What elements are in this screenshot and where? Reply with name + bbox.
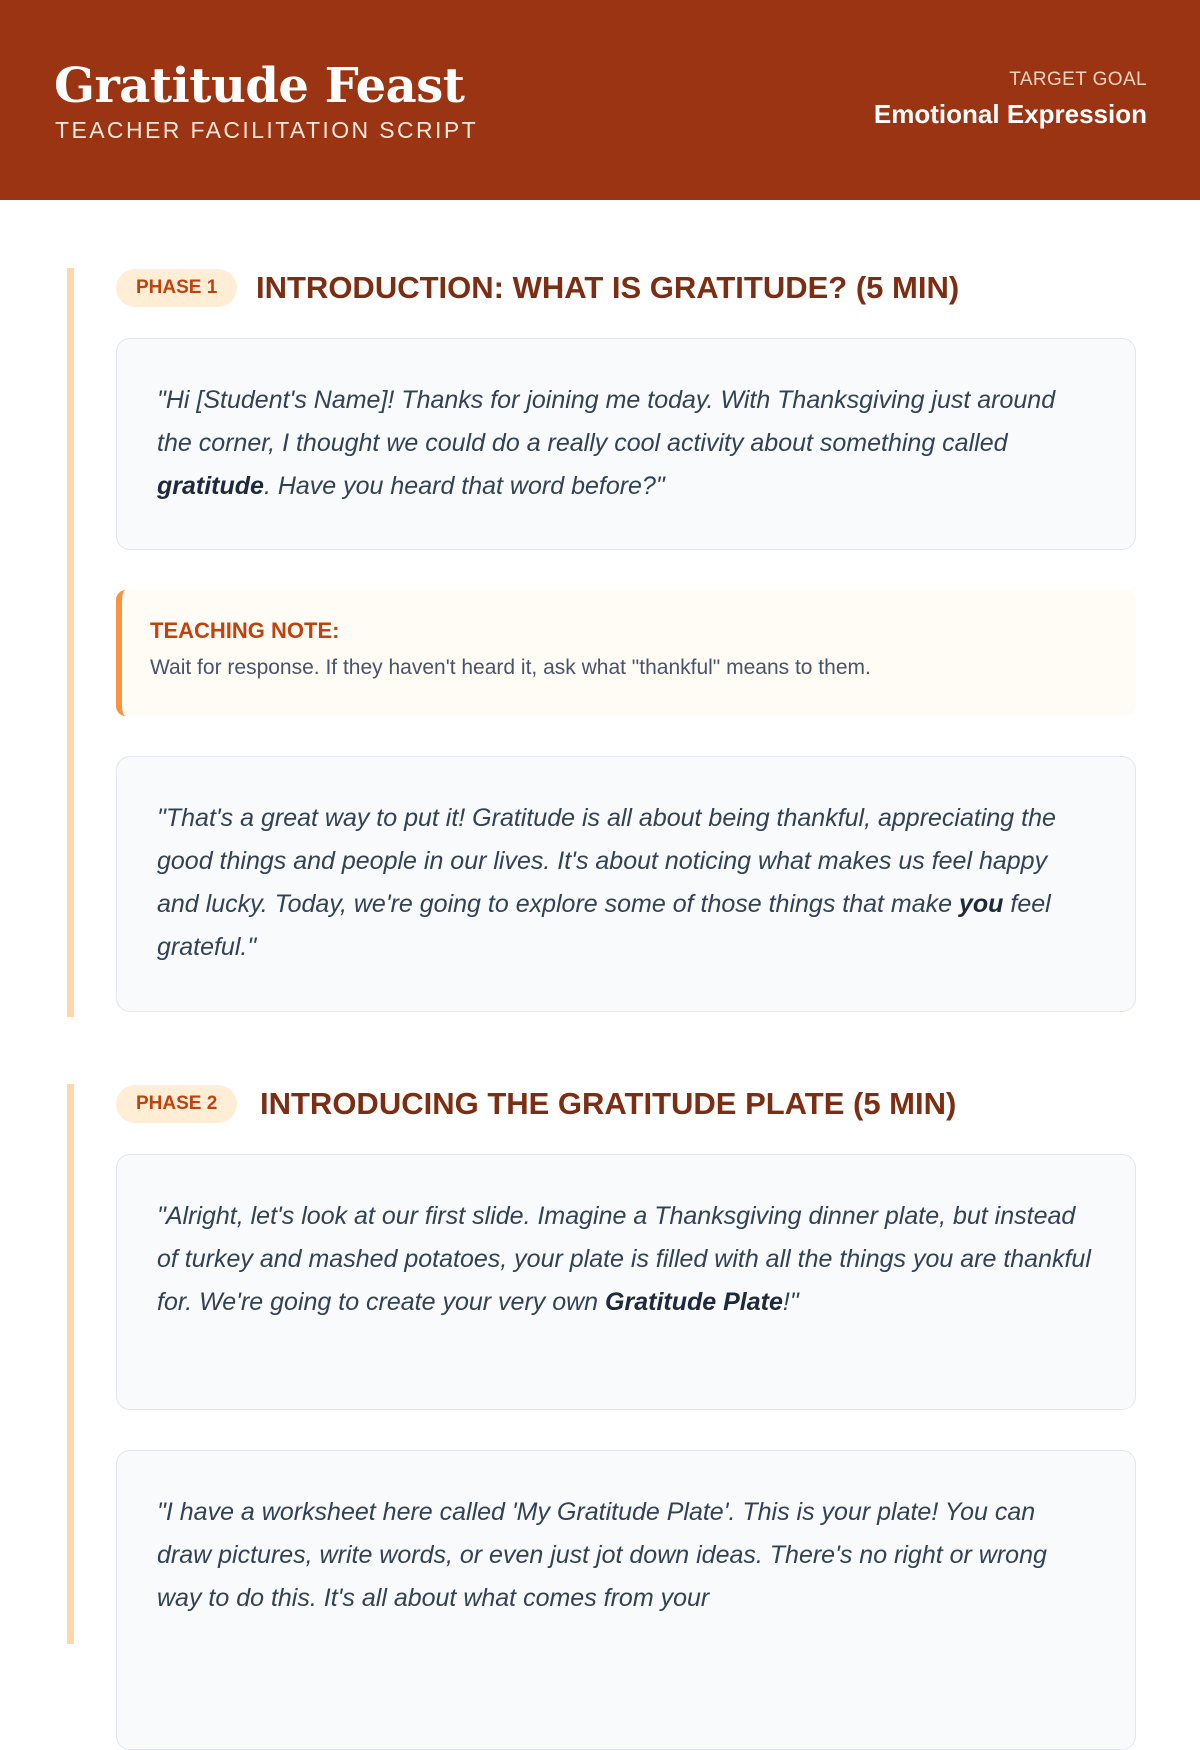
phase-1-teaching-note [116, 590, 1136, 716]
page-title: Gratitude Feast [54, 58, 465, 114]
phase-1-header [116, 268, 1133, 308]
phase-2-badge: PHASE 2 [116, 1085, 237, 1123]
script-emphasis: Gratitude Plate [605, 1288, 783, 1316]
script-text: "Alright, let's look at our first slide. Imagine a Thanksgiving dinner plate, but instead of turkey and mashed potatoes, your plate is filled with all the things you are thankful for. We're going to create your very own Gratitude Plate!" [157, 1202, 1091, 1316]
phase-1-title: INTRODUCTION: WHAT IS GRATITUDE? (5 MIN) [256, 270, 960, 305]
phase-2-script-card-2 [116, 1450, 1136, 1750]
script-text: "Hi [Student's Name]! Thanks for joining me today. With Thanksgiving just around the corner, I thought we could do a really cool activity about something called gratitude. Have you heard that word before?" [157, 386, 1056, 500]
phase-1-script-card-1 [116, 338, 1136, 550]
target-goal-value: Emotional Expression [873, 99, 1147, 129]
teaching-note-text: Wait for response. If they haven't heard it, ask what "thankful" means to them. [150, 656, 871, 679]
phase-2-title: INTRODUCING THE GRATITUDE PLATE (5 MIN) [260, 1086, 957, 1121]
phase-2-header [116, 1084, 1133, 1124]
phase-1-script-card-2 [116, 756, 1136, 1012]
page-subtitle: TEACHER FACILITATION SCRIPT [55, 117, 479, 143]
script-text: "That's a great way to put it! Gratitude is all about being thankful, appreciating the good things and people in our lives. It's about noticing what makes us feel happy and lucky. Today, we're going to explore some of those things that make you feel grateful." [157, 804, 1056, 961]
target-goal-label: TARGET GOAL [1009, 69, 1147, 90]
script-emphasis: gratitude [157, 472, 264, 500]
phase-2-section [67, 1084, 1133, 1644]
phase-1-badge: PHASE 1 [116, 269, 237, 307]
script-emphasis: you [959, 890, 1004, 918]
phase-2-script-card-1 [116, 1154, 1136, 1410]
phase-1-section [67, 268, 1133, 1017]
page-header [0, 0, 1200, 200]
script-text: "I have a worksheet here called 'My Gratitude Plate'. This is your plate! You can draw pictures, write words, or even just jot down ideas. There's no right or wrong way to do this. It's all about what comes from your [157, 1498, 1047, 1612]
teaching-note-label: TEACHING NOTE: [150, 618, 340, 643]
